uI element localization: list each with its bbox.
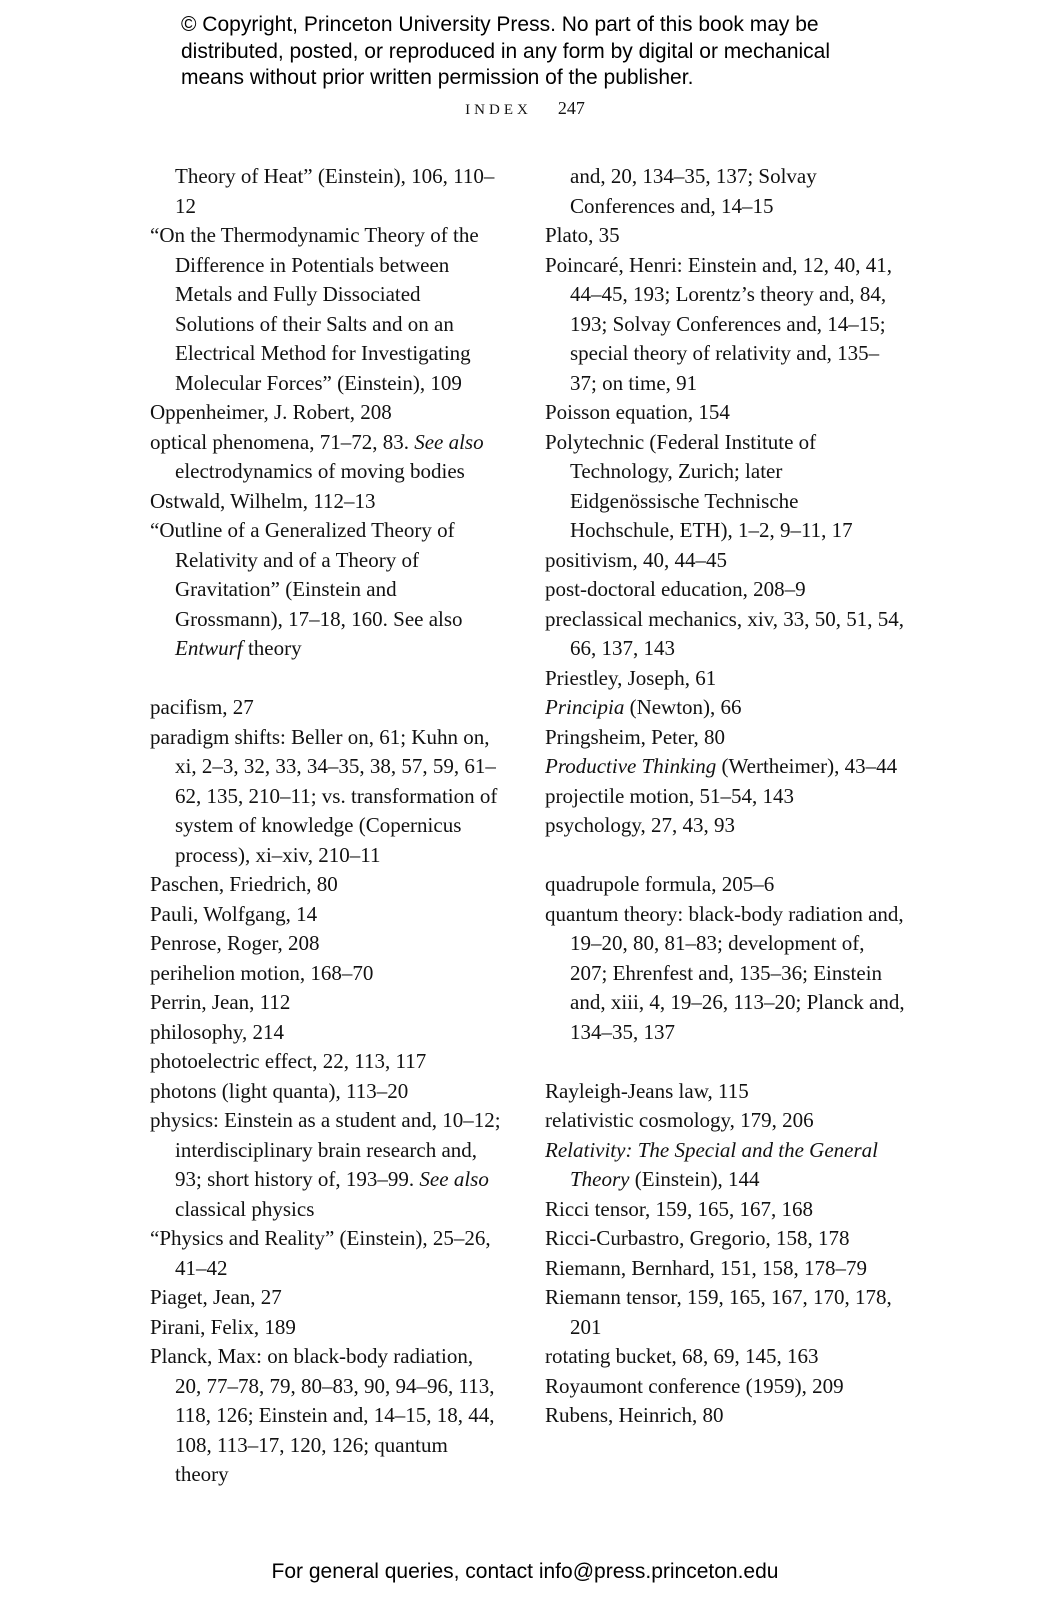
index-entry-continued (150, 162, 502, 221)
letter-group-gap (150, 664, 502, 694)
index-entry-italic-text: Relativity: The Special and the General Theory (545, 1137, 878, 1191)
index-entry (150, 428, 502, 487)
index-entry (545, 546, 905, 576)
index-entry (545, 1224, 905, 1254)
index-entry (150, 221, 502, 398)
index-entry-text: pacifism, 27 (150, 695, 254, 719)
index-entry-text: perihelion motion, 168–70 (150, 960, 374, 985)
copyright-notice (181, 12, 941, 92)
index-entry-text: “Physics and Reality” (Einstein), 25–26, 41–42 (150, 1226, 491, 1280)
index-entry (150, 487, 502, 517)
index-entry-continued (545, 162, 905, 221)
index-entry (150, 959, 502, 989)
index-entry (150, 1224, 502, 1283)
index-entry (545, 251, 905, 399)
index-entry-text: projectile motion, 51–54, 143 (545, 783, 795, 808)
index-entry-text: Ricci tensor, 159, 165, 167, 168 (545, 1196, 814, 1221)
index-entry-text: photoelectric effect, 22, 113, 117 (150, 1049, 427, 1073)
index-entry (150, 398, 502, 428)
index-entry-text: Riemann tensor, 159, 165, 167, 170, 178, 201 (545, 1285, 892, 1339)
index-entry-text: relativistic cosmology, 179, 206 (545, 1108, 814, 1132)
index-entry (545, 811, 905, 841)
index-entry-text: theory (242, 636, 302, 660)
index-entry (545, 664, 905, 694)
index-entry-text: rotating bucket, 68, 69, 145, 163 (545, 1344, 819, 1368)
index-entry (545, 1401, 905, 1431)
index-entry (545, 398, 905, 428)
page-number: 247 (557, 98, 585, 118)
index-entry-italic-text: Entwurf (175, 636, 243, 660)
index-entry (545, 221, 905, 251)
index-entry-italic-text: See also (414, 429, 484, 454)
index-entry-text: quadrupole formula, 205–6 (545, 872, 775, 896)
footer-contact: For general queries, contact info@press.princeton.edu (271, 1560, 779, 1583)
index-entry (545, 1077, 905, 1107)
index-entry (545, 428, 905, 546)
index-entry (150, 1047, 502, 1077)
index-entry-text: Plato, 35 (545, 223, 620, 247)
index-entry-text: philosophy, 214 (150, 1019, 284, 1044)
index-entry (150, 988, 502, 1018)
index-entry-text: Rubens, Heinrich, 80 (545, 1403, 724, 1427)
index-entry-italic-text: See also (419, 1167, 489, 1191)
index-entry-text: Oppenheimer, J. Robert, 208 (150, 400, 392, 424)
index-entry-text: Royaumont conference (1959), 209 (545, 1373, 844, 1398)
index-entry-text: Penrose, Roger, 208 (150, 931, 320, 955)
index-entry-text: Perrin, Jean, 112 (150, 990, 291, 1014)
index-entry-text: Ostwald, Wilhelm, 112–13 (150, 488, 376, 513)
index-entry (150, 1283, 502, 1313)
index-entry-text: Planck, Max: on black-body radiation, 20, 77–78, 79, 80–83, 90, 94–96, 113, 118, 126; Einstein and, 14–15, 18, 44, 108, 113–17, 120, 126; quantum theory (150, 1344, 495, 1486)
index-entry (150, 693, 502, 723)
index-entry-text: preclassical mechanics, xiv, 33, 50, 51, 54, 66, 137, 143 (545, 606, 905, 660)
index-entry (150, 870, 502, 900)
index-entry (545, 1106, 905, 1136)
index-entry (545, 900, 905, 1048)
index-entry-text: photons (light quanta), 113–20 (150, 1078, 409, 1103)
index-entry-text: electrodynamics of moving bodies (175, 459, 465, 483)
index-entry-text: Paschen, Friedrich, 80 (150, 872, 338, 896)
index-entry-text: Ricci-Curbastro, Gregorio, 158, 178 (545, 1226, 850, 1250)
index-entry-text: quantum theory: black-body radiation and, 19–20, 80, 81–83; development of, 207; Ehrenfest and, 135–36; Einstein and, xiii, 4, 19–26, 113–20; Planck and, 134–35, 137 (545, 901, 905, 1044)
index-entry (545, 575, 905, 605)
index-entry (150, 723, 502, 871)
index-entry-text: paradigm shifts: Beller on, 61; Kuhn on, xi, 2–3, 32, 33, 34–35, 38, 57, 59, 61–62, 135, 210–11; vs. transformation of system of knowledge (Copernicus process), xi–xiv, 210–11 (150, 724, 498, 867)
index-entry-text: “Outline of a Generalized Theory of Relativity and of a Theory of Gravitation” (Einstein and Grossmann), 17–18, 160. See also (150, 518, 463, 631)
index-column-right (545, 162, 905, 1431)
index-entry-text: (Newton), 66 (624, 695, 742, 719)
index-entry (545, 1342, 905, 1372)
index-entry-text: Theory of Heat” (Einstein), 106, 110–12 (175, 164, 495, 218)
copyright-line: © Copyright, Princeton University Press. No part of this book may be (181, 13, 819, 36)
index-entry-text: positivism, 40, 44–45 (545, 547, 728, 572)
index-entry (545, 1136, 905, 1195)
index-entry (545, 870, 905, 900)
index-entry (545, 782, 905, 812)
index-column-left (150, 162, 502, 1490)
index-entry-text: Piaget, Jean, 27 (150, 1285, 282, 1309)
index-entry-text: Pirani, Felix, 189 (150, 1314, 296, 1339)
running-head-label: INDEX (465, 102, 532, 118)
index-entry (150, 1313, 502, 1343)
index-entry (150, 929, 502, 959)
index-entry (545, 1372, 905, 1402)
index-entry-text: (Wertheimer), 43–44 (716, 754, 898, 778)
index-entry-text: physics: Einstein as a student and, 10–12; interdisciplinary brain research and, 93; short history of, 193–99. (150, 1108, 501, 1191)
index-entry-text: optical phenomena, 71–72, 83. (150, 429, 415, 454)
index-entry (545, 693, 905, 723)
letter-group-gap (545, 1047, 905, 1077)
index-entry-italic-text: Principia (545, 695, 625, 719)
index-entry-text: “On the Thermodynamic Theory of the Difference in Potentials between Metals and Fully Dissociated Solutions of their Salts and on an Electrical Method for Investigating Molecular Forces” (Einstein), 109 (150, 223, 479, 395)
index-entry (545, 1195, 905, 1225)
copyright-line: distributed, posted, or reproduced in any form by digital or mechanical (181, 39, 831, 63)
index-entry-italic-text: Productive Thinking (545, 754, 717, 778)
index-entry-text: classical physics (175, 1196, 315, 1221)
index-entry (545, 723, 905, 753)
index-entry (545, 605, 905, 664)
index-entry (150, 516, 502, 664)
index-entry-text: Polytechnic (Federal Institute of Technology, Zurich; later Eidgenössische Technische Hochschule, ETH), 1–2, 9–11, 17 (545, 429, 853, 542)
index-entry-text: Pringsheim, Peter, 80 (545, 724, 725, 749)
index-entry-text: post-doctoral education, 208–9 (545, 577, 806, 601)
index-entry-text: psychology, 27, 43, 93 (545, 813, 735, 837)
letter-group-gap (545, 841, 905, 871)
index-entry-text: Poincaré, Henri: Einstein and, 12, 40, 41, 44–45, 193; Lorentz’s theory and, 84, 193; Solvay Conferences and, 14–15; special theory of relativity and, 135–37; on time, 91 (545, 252, 893, 395)
index-entry-text: Priestley, Joseph, 61 (545, 665, 717, 690)
index-entry-text: and, 20, 134–35, 137; Solvay Conferences and, 14–15 (570, 164, 817, 218)
index-entry (150, 1077, 502, 1107)
index-entry (150, 1342, 502, 1490)
index-entry (150, 1018, 502, 1048)
index-entry-text: Pauli, Wolfgang, 14 (150, 901, 318, 926)
index-entry (545, 1283, 905, 1342)
index-entry (150, 1106, 502, 1224)
copyright-line: means without prior written permission of the publisher. (181, 66, 694, 89)
running-head (0, 98, 1050, 119)
index-entry-text: Poisson equation, 154 (545, 400, 730, 424)
index-entry (545, 1254, 905, 1284)
index-entry-text: (Einstein), 144 (629, 1167, 760, 1191)
index-entry-text: Rayleigh-Jeans law, 115 (545, 1078, 749, 1103)
index-entry (150, 900, 502, 930)
index-entry (545, 752, 905, 782)
index-entry-text: Riemann, Bernhard, 151, 158, 178–79 (545, 1255, 867, 1280)
